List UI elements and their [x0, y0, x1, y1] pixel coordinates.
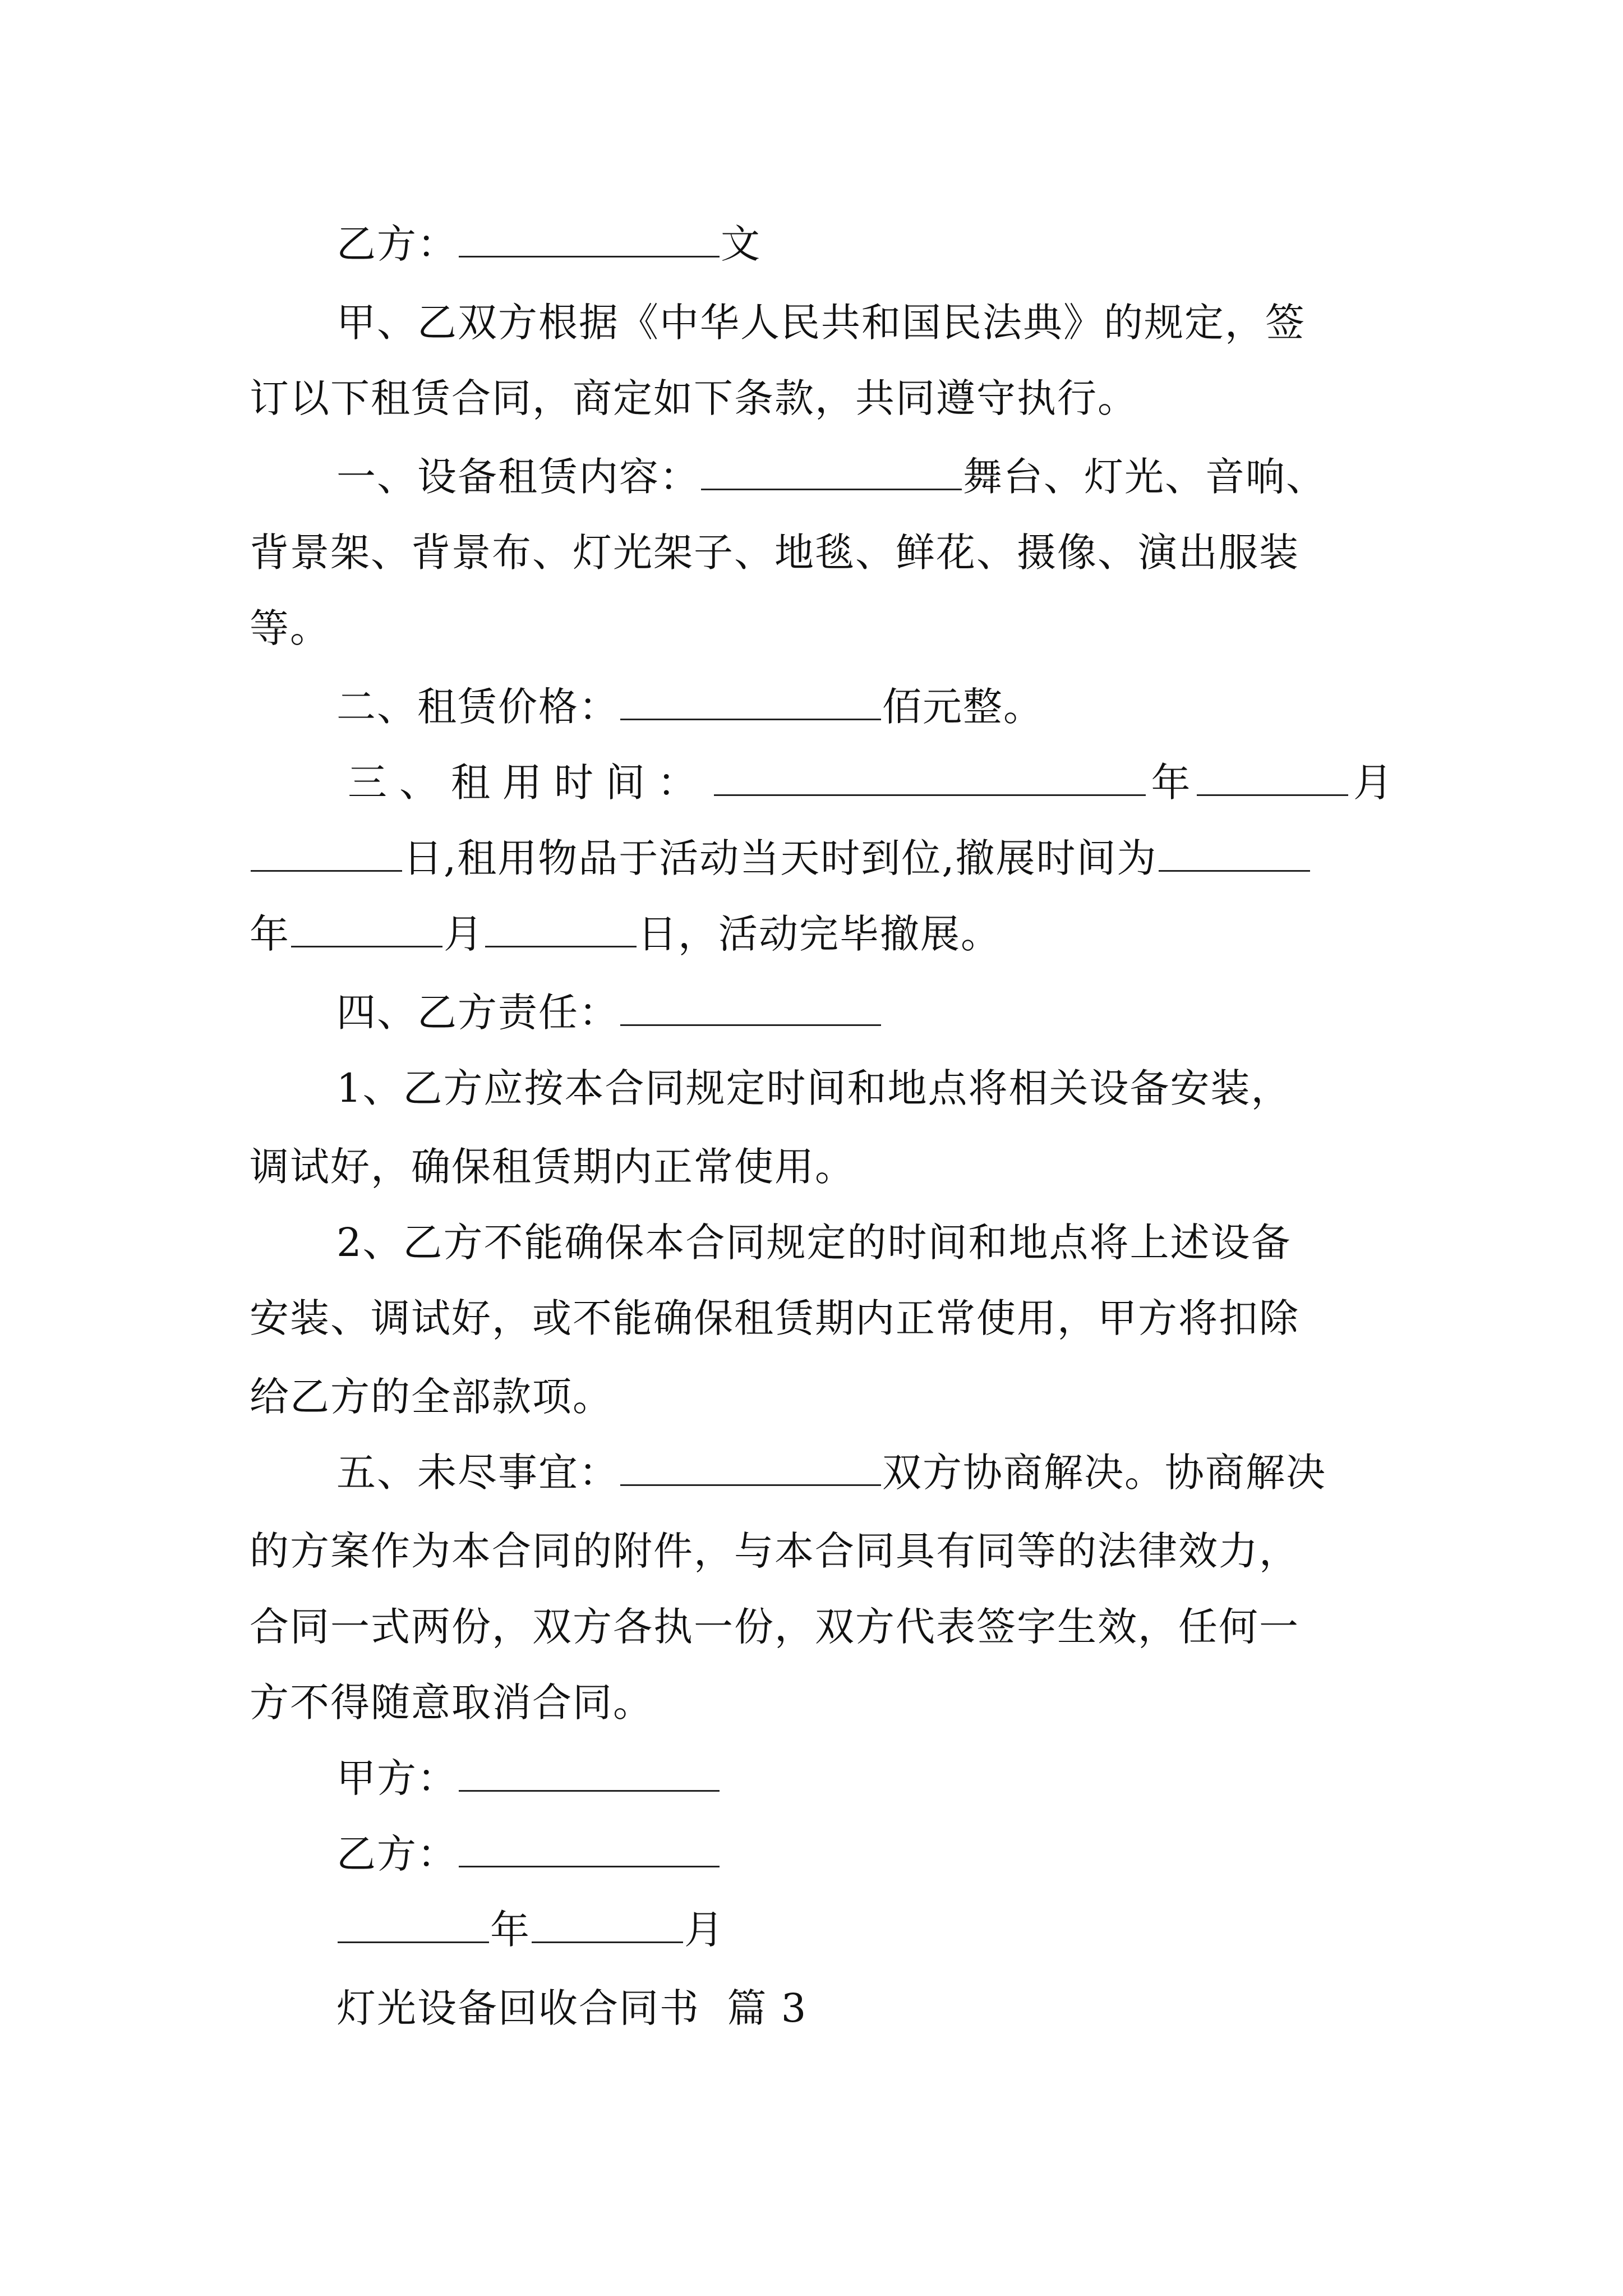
sign-party-b-blank[interactable]: [459, 1832, 720, 1867]
clause-2-text: 佰元整。: [882, 684, 1044, 730]
clause-1-text-2: 背景架、背景布、灯光架子、地毯、鲜花、摄像、演出服装: [250, 530, 1299, 576]
clause-1-line-3: [250, 600, 1382, 656]
clause-1-text-3: 等。: [250, 605, 330, 651]
clause-4-item-2-line-3: [250, 1369, 1382, 1425]
clause-4-item-2-line-1: [336, 1214, 1469, 1271]
clause-3-day-blank[interactable]: [251, 836, 402, 872]
sign-date-year: 年: [490, 1907, 531, 1953]
clause-3-end-month: 月: [444, 911, 484, 957]
clause-1-line-1: [336, 449, 1469, 505]
preamble-line-2: [250, 370, 1382, 426]
clause-4-label: 四、乙方责任：: [336, 990, 619, 1036]
clause-3-year: 年: [1151, 760, 1192, 806]
clause-3-end-day-blank[interactable]: [485, 912, 637, 947]
clause-3-label: 三、租用时间：: [348, 760, 709, 806]
clause-5-line-2: [250, 1523, 1382, 1579]
preamble-text-2: 订以下租赁合同，商定如下条款，共同遵守执行。: [250, 375, 1138, 421]
clause-5-blank[interactable]: [620, 1451, 881, 1486]
sign-party-a-blank[interactable]: [459, 1756, 720, 1792]
party-b-blank[interactable]: [459, 222, 720, 257]
clause-2-line: [336, 679, 1469, 735]
clause-3-end-year: 年: [250, 911, 290, 957]
clause-1-label: 一、设备租赁内容：: [336, 454, 700, 500]
party-b-suffix: 文: [721, 221, 761, 267]
clause-5-line-4: [250, 1674, 1382, 1731]
clause-2-label: 二、租赁价格：: [336, 684, 619, 730]
section-heading-text: 灯光设备回收合同书 篇 3: [336, 1985, 808, 2031]
clause-5-text-2: 的方案作为本合同的附件，与本合同具有同等的法律效力，: [250, 1528, 1299, 1574]
clause-4-blank[interactable]: [620, 991, 881, 1026]
clause-5-text-3: 合同一式两份，双方各执一份，双方代表签字生效，任何一: [250, 1604, 1299, 1650]
clause-4-item-1-text: 1、乙方应按本合同规定时间和地点将相关设备安装，: [336, 1065, 1292, 1111]
sign-date-month: 月: [684, 1907, 725, 1953]
clause-3-month: 月: [1353, 760, 1394, 806]
clause-3-line-2: [250, 830, 1382, 886]
preamble-line-1: [336, 295, 1382, 351]
sign-party-a-line: [336, 1750, 1469, 1806]
clause-3-end-month-blank[interactable]: [291, 912, 442, 947]
clause-3-end-blank[interactable]: [1159, 836, 1310, 872]
clause-4-item-1-line-2: [250, 1139, 1382, 1195]
clause-5-text: 双方协商解决。协商解决: [882, 1450, 1326, 1496]
clause-2-blank[interactable]: [620, 685, 881, 720]
clause-4-item-2-text-2: 安装、调试好，或不能确保租赁期内正常使用，甲方将扣除: [250, 1295, 1299, 1341]
clause-4-item-2-line-2: [250, 1290, 1382, 1346]
party-b-label: 乙方：: [336, 221, 458, 267]
clause-4-item-1-text-2: 调试好，确保租赁期内正常使用。: [250, 1144, 855, 1190]
clause-1-text: 舞台、灯光、音响、: [963, 454, 1326, 500]
preamble-text-1: 甲、乙双方根据《中华人民共和国民法典》的规定，签: [336, 300, 1306, 346]
clause-3-line-3: [250, 906, 1382, 962]
sign-party-b-line: [336, 1826, 1469, 1882]
clause-5-label: 五、未尽事宜：: [336, 1450, 619, 1496]
clause-4-line: [336, 984, 1469, 1041]
clause-4-item-2-text: 2、乙方不能确保本合同规定的时间和地点将上述设备: [336, 1220, 1292, 1266]
sign-date-line: [336, 1902, 1469, 1958]
clause-5-text-4: 方不得随意取消合同。: [250, 1680, 653, 1726]
clause-5-line-1: [336, 1444, 1469, 1501]
sign-party-b-label: 乙方：: [336, 1831, 458, 1877]
clause-3-line-1: [348, 754, 1394, 811]
clause-1-line-2: [250, 524, 1382, 581]
clause-3-month-blank[interactable]: [1197, 761, 1348, 796]
clause-4-item-1-line-1: [336, 1060, 1469, 1116]
clause-3-year-blank[interactable]: [714, 761, 1146, 796]
clause-4-item-2-text-3: 给乙方的全部款项。: [250, 1374, 613, 1420]
sign-party-a-label: 甲方：: [336, 1755, 458, 1801]
clause-5-line-3: [250, 1599, 1382, 1655]
section-heading: [336, 1980, 1469, 2036]
sign-date-year-blank[interactable]: [338, 1908, 489, 1943]
clause-3-text: 日,租用物品于活动当天时到位,撤展时间为: [403, 835, 1158, 881]
clause-1-blank[interactable]: [701, 455, 962, 490]
sign-date-month-blank[interactable]: [532, 1908, 683, 1943]
clause-3-end-text: 日，活动完毕撤展。: [638, 911, 1001, 957]
party-b-line: [336, 216, 1469, 272]
